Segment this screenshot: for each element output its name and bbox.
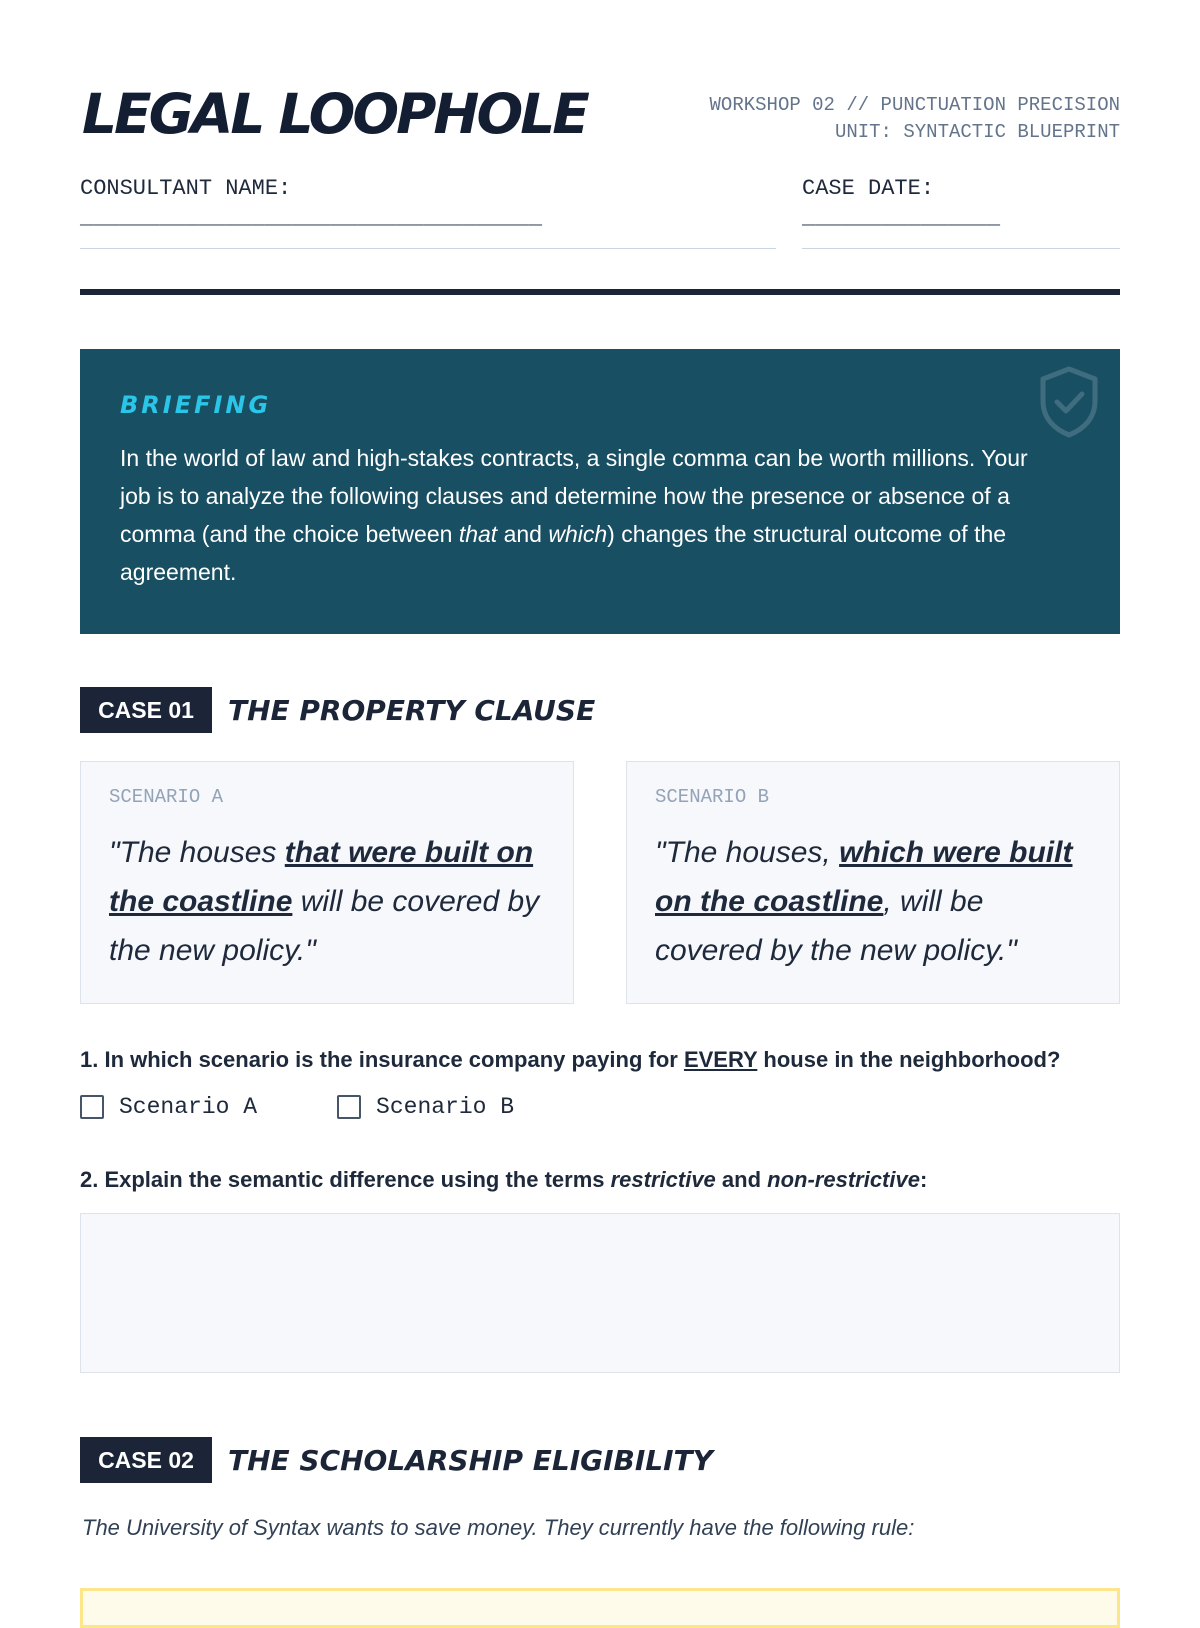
case-02-header [80,1437,713,1483]
shield-check-icon [1038,365,1100,439]
scenario-b-quote: "The houses, which were built on the coastline, will be covered by the new policy." [655,836,1073,967]
question-1-options [80,1094,594,1120]
header-divider [80,289,1120,295]
case-02-intro: The University of Syntax wants to save money. They currently have the following rule: [82,1515,915,1540]
rule-box [80,1588,1120,1628]
scenario-a-tag: SCENARIO A [109,786,224,808]
worksheet-meta [710,92,1120,146]
question-2: 2. Explain the semantic difference using the terms restrictive and non-restrictive: [80,1167,928,1192]
question-1: 1. In which scenario is the insurance company paying for EVERY house in the neighborhood? [80,1047,1061,1072]
workshop-label: WORKSHOP 02 // PUNCTUATION PRECISION [709,94,1120,116]
option-scenario-a[interactable]: Scenario A [80,1094,257,1120]
consultant-name-blank: ___________________________________ [80,205,543,230]
case-01-badge: CASE 01 [80,687,212,733]
scenario-a-card [80,761,574,1004]
checkbox[interactable] [80,1095,104,1119]
scenario-b-card [626,761,1120,1004]
scenario-a-quote: "The houses that were built on the coastline will be covered by the new policy." [109,836,540,967]
option-scenario-b[interactable]: Scenario B [337,1094,514,1120]
case-02-title: THE SCHOLARSHIP ELIGIBILITY [228,1443,713,1477]
checkbox[interactable] [337,1095,361,1119]
case-01-header [80,687,595,733]
case-date-label: CASE DATE: [802,176,935,201]
scenario-b-tag: SCENARIO B [655,786,770,808]
consultant-name-field[interactable] [80,176,776,249]
question-2-answer-box[interactable] [80,1213,1120,1373]
case-02-badge: CASE 02 [80,1437,212,1483]
unit-label: UNIT: SYNTACTIC BLUEPRINT [834,121,1120,143]
briefing-panel [80,349,1120,634]
case-01-title: THE PROPERTY CLAUSE [228,693,596,727]
page-title: LEGAL LOOPHOLE [82,82,587,146]
consultant-name-label: CONSULTANT NAME: [80,176,292,201]
case-date-field[interactable] [802,176,1120,249]
case-date-blank: _______________ [802,205,1001,230]
briefing-text: In the world of law and high-stakes contracts, a single comma can be worth millions. Your job is to analyze the following clauses and determine how the presence or absence of a comma (and the choice between that and which) changes the structural outcome of the agreement. [120,445,1028,585]
briefing-heading: BRIEFING [120,391,272,419]
